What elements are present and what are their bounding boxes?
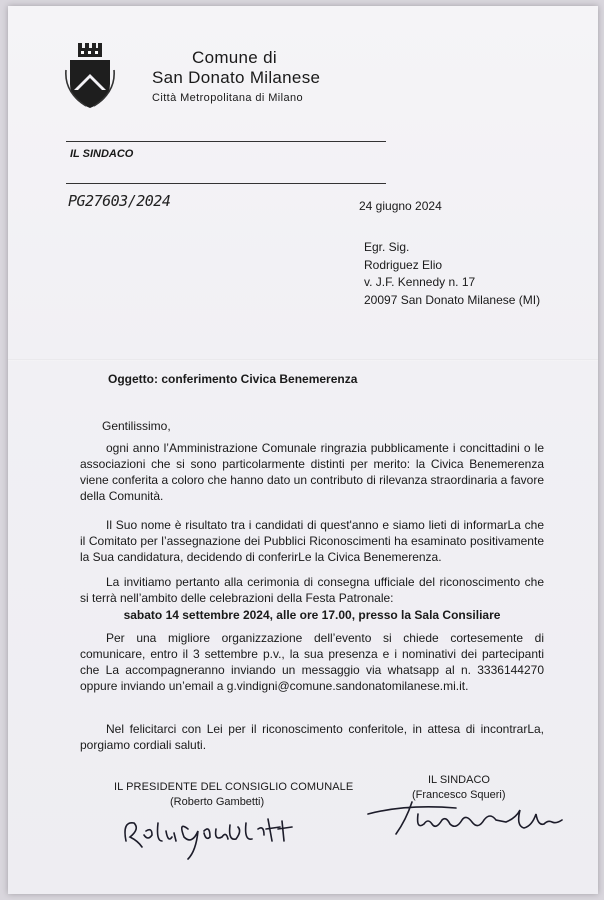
body-paragraph bbox=[80, 630, 544, 694]
recipient-address bbox=[364, 239, 540, 309]
letter-page bbox=[8, 6, 598, 894]
subject-line: Oggetto: conferimento Civica Benemerenza bbox=[108, 372, 358, 386]
protocol-number: PG27603/2024 bbox=[68, 192, 171, 210]
right-signatory-title: IL SINDACO bbox=[428, 774, 490, 786]
coat-of-arms-icon bbox=[64, 40, 116, 110]
office-label: IL SINDACO bbox=[70, 148, 134, 160]
org-subtitle: Città Metropolitana di Milano bbox=[152, 92, 304, 104]
paragraph-text: ogni anno l’Amministrazione Comunale ringrazia pubblicamente i concittadini o le associazioni che si sono particolarmente distinti per merito: la Civica Benemerenza viene conferita a coloro che hanno dato un contributo di rilevanza straordinaria a favore della Comunità. bbox=[80, 441, 544, 503]
body-paragraph bbox=[80, 440, 544, 504]
right-signatory-name: (Francesco Squeri) bbox=[412, 789, 506, 801]
salutation: Gentilissimo, bbox=[102, 419, 171, 433]
paragraph-text: Nel felicitarci con Lei per il riconoscimento conferitole, in attesa di incontrarLa, porgiamo cordiali saluti. bbox=[80, 722, 544, 752]
body-paragraph bbox=[80, 517, 544, 565]
org-name-line2: San Donato Milanese bbox=[152, 68, 321, 87]
handwritten-signature-right bbox=[366, 790, 576, 840]
left-signatory-name: (Roberto Gambetti) bbox=[170, 796, 265, 808]
body-paragraph bbox=[80, 721, 544, 753]
recipient-line: Rodriguez Elio bbox=[364, 257, 443, 272]
org-name-line1: Comune di bbox=[192, 48, 277, 67]
event-details: sabato 14 settembre 2024, alle ore 17.00, presso la Sala Consiliare bbox=[123, 608, 501, 622]
paper-fold bbox=[8, 359, 598, 361]
letter-date: 24 giugno 2024 bbox=[359, 199, 442, 213]
body-paragraph bbox=[80, 574, 544, 606]
paragraph-text: La invitiamo pertanto alla cerimonia di consegna ufficiale del riconoscimento che si terrà nell’ambito delle celebrazioni della Festa Patronale: bbox=[80, 575, 544, 605]
divider bbox=[66, 183, 386, 184]
recipient-line: 20097 San Donato Milanese (MI) bbox=[364, 292, 541, 307]
recipient-line: v. J.F. Kennedy n. 17 bbox=[364, 275, 476, 289]
handwritten-signature-left bbox=[118, 801, 308, 861]
paragraph-text: Per una migliore organizzazione dell’evento si chiede cortesemente di comunicare, entro il 3 settembre p.v., la sua presenza e i nominativi dei partecipanti che La accompagneranno inviando un messaggio via whatsapp al n. 3336144270 oppure inviando un’email a g.vindigni@comune.sandonatomilanese.mi.it. bbox=[80, 631, 544, 693]
left-signatory-title: IL PRESIDENTE DEL CONSIGLIO COMUNALE bbox=[114, 781, 354, 793]
paragraph-text: Il Suo nome è risultato tra i candidati di quest'anno e siamo lieti di informarLa che il Comitato per l’assegnazione dei Pubblici Riconoscimenti ha esaminato positivamente la Sua candidatura, decidendo di conferirLe la Civica Benemerenza. bbox=[80, 518, 544, 564]
recipient-line: Egr. Sig. bbox=[364, 240, 410, 254]
divider bbox=[66, 141, 386, 142]
